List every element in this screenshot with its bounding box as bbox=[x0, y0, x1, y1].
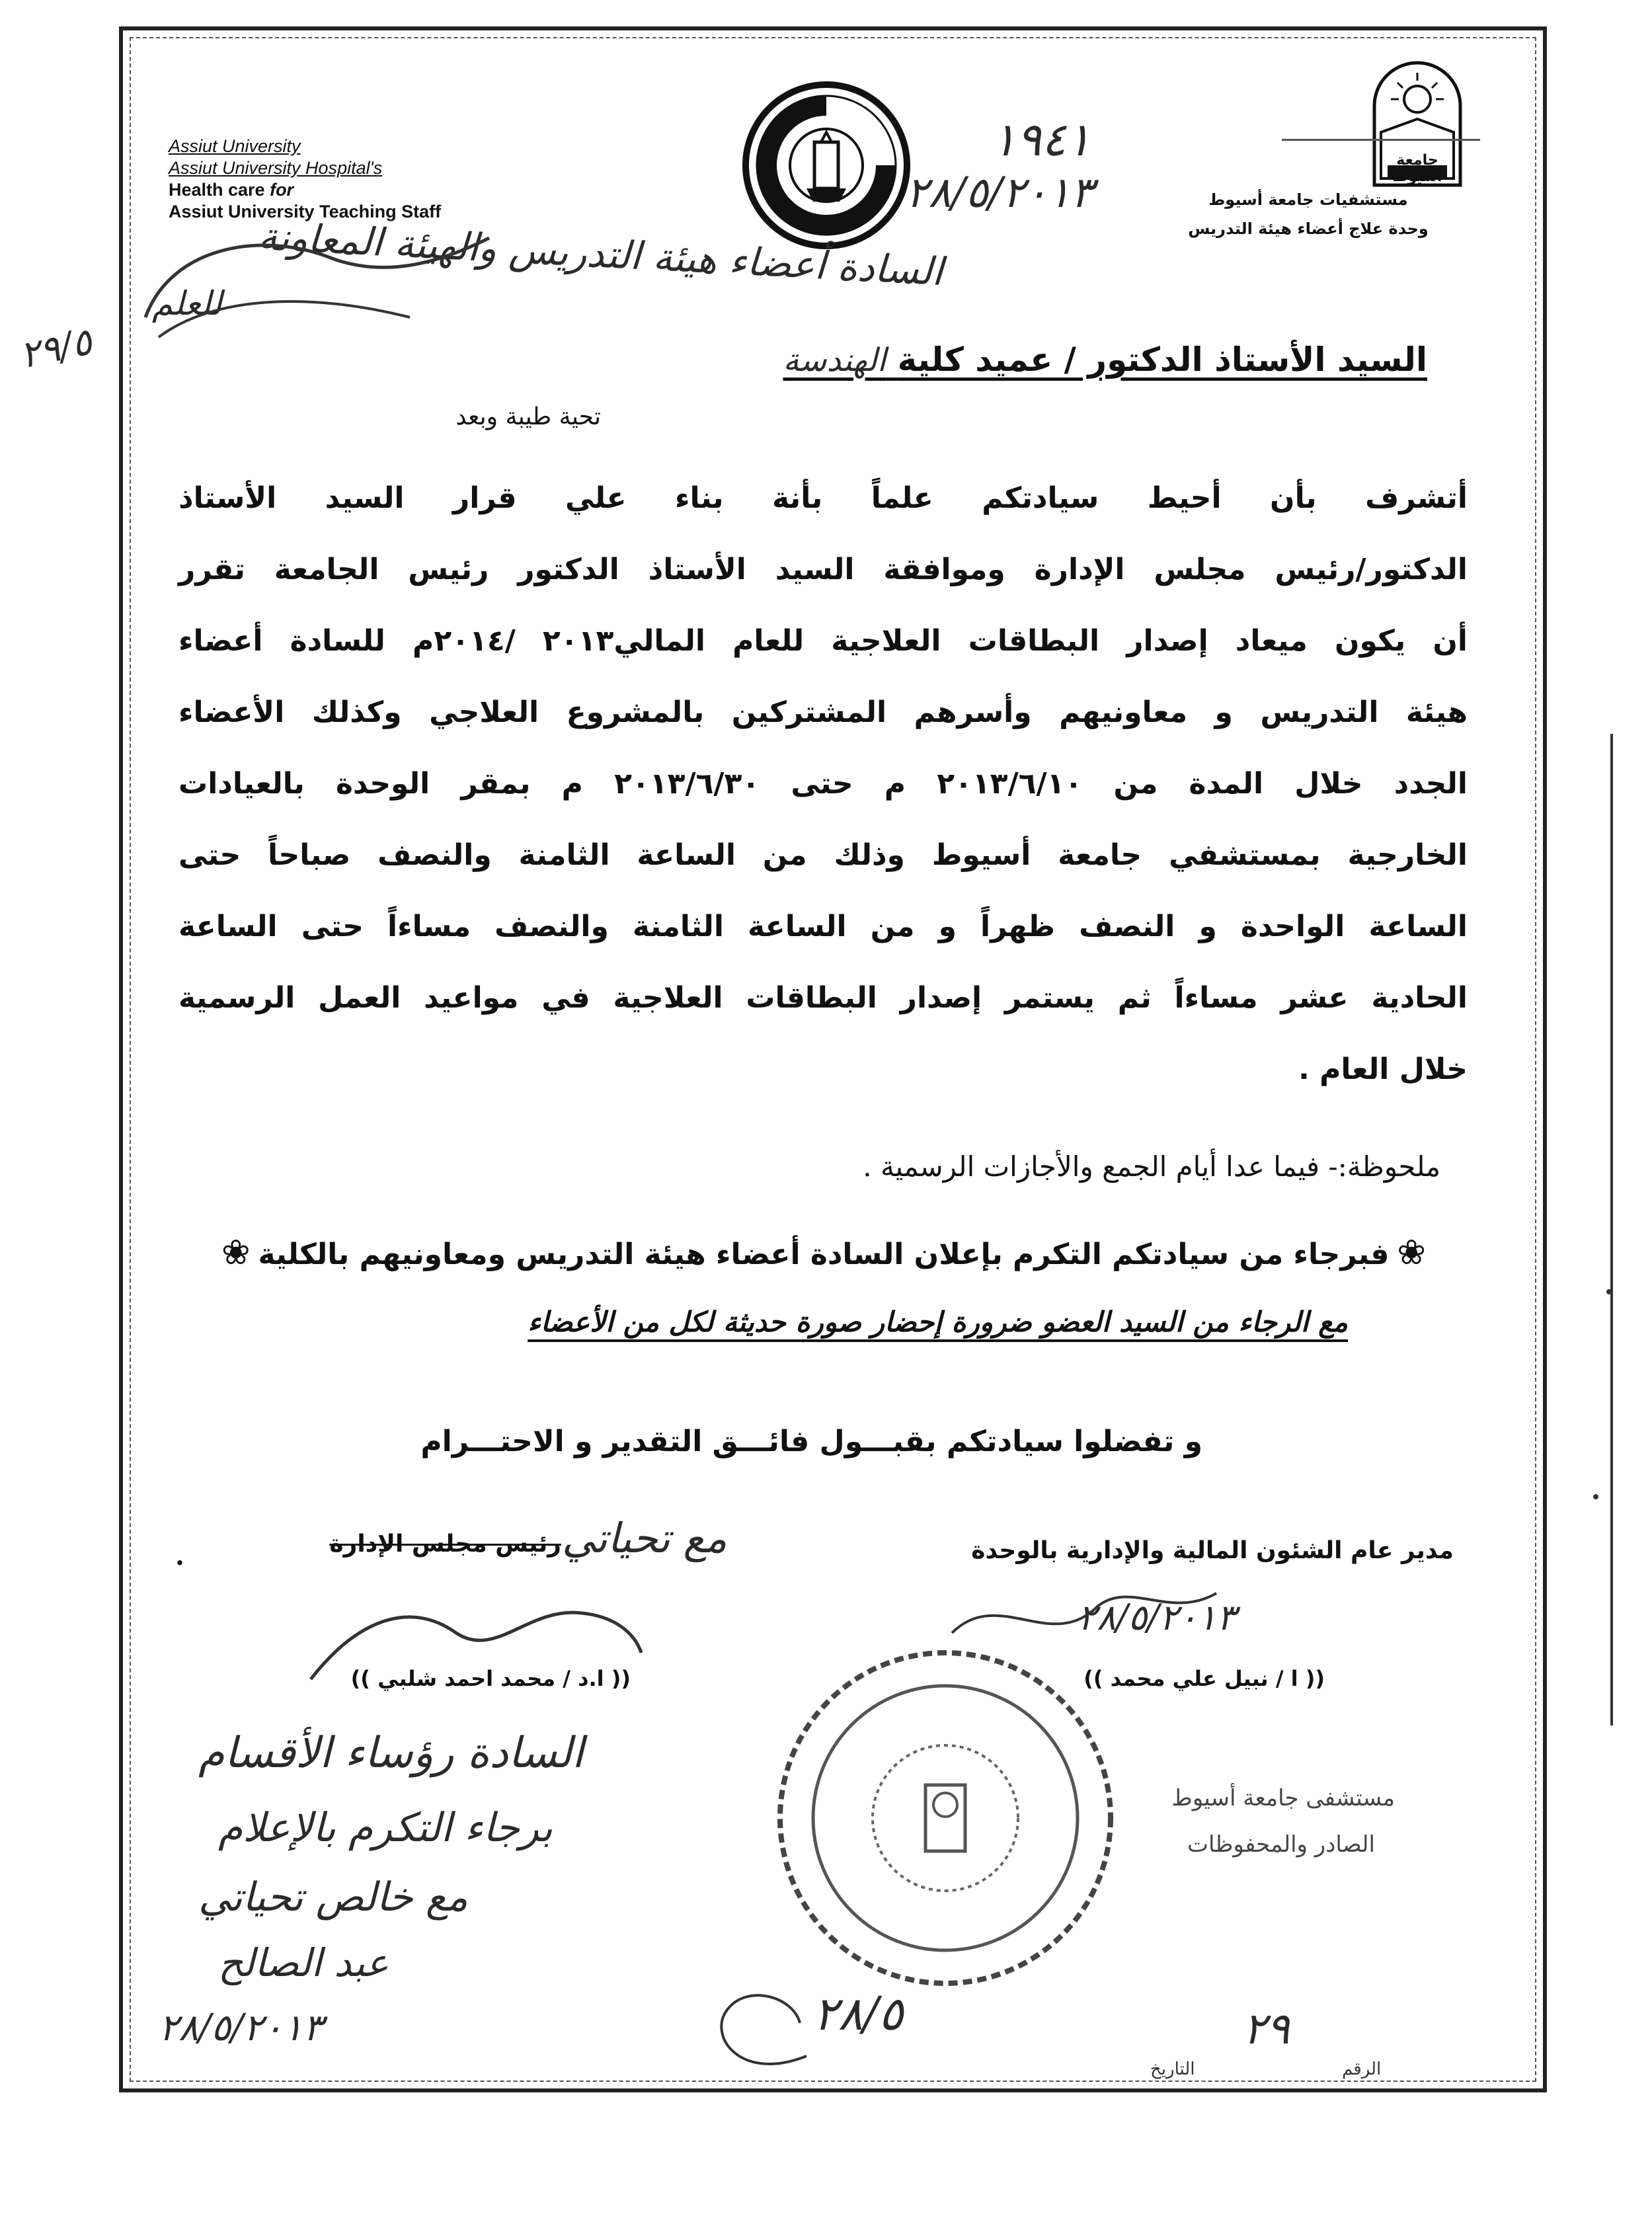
letterhead-line-2: Assiut University Hospital's bbox=[169, 158, 383, 178]
signature-left-name: (( ا.د / محمد احمد شلبي )) bbox=[350, 1666, 631, 1691]
handwritten-bottom-line-5: ٢٨/٥/٢٠١٣ bbox=[159, 2006, 323, 2049]
closing-line: و تفضلوا سيادتكم بقبـــول فائـــق التقدير و الاحتـــرام bbox=[420, 1425, 1202, 1458]
request-line bbox=[214, 1233, 1434, 1273]
ornament-icon: ❀ bbox=[221, 1233, 251, 1273]
handwritten-bottom-line-2: برجاء التكرم بالإعلام bbox=[218, 1805, 553, 1851]
greeting: تحية طيبة وبعد bbox=[455, 403, 601, 430]
handwritten-bottom-center-date: ٢٨/٥ bbox=[813, 1987, 904, 2041]
addressee bbox=[783, 340, 1427, 379]
body-line-3: أن يكون ميعاد إصدار البطاقات العلاجية للعام المالي٢٠١٣ /٢٠١٤م للسادة أعضاء bbox=[178, 624, 1468, 658]
footer-ref-label: الرقم bbox=[1342, 2059, 1382, 2079]
arabic-letterhead-line-1: مستشفيات جامعة أسيوط bbox=[1208, 190, 1408, 209]
body-line-4: هيئة التدريس و معاونيهم وأسرهم المشتركين بالمشروع العلاجي وكذلك الأعضاء bbox=[178, 695, 1468, 729]
body-line-6: الخارجية بمستشفي جامعة أسيوط وذلك من الساعة الثامنة والنصف صباحاً حتى bbox=[178, 838, 1468, 872]
handwritten-scribble bbox=[132, 218, 502, 357]
handwritten-loop bbox=[701, 1977, 820, 2076]
english-letterhead bbox=[169, 136, 578, 223]
letterhead-line-1: Assiut University bbox=[169, 136, 301, 156]
body-line-8: الحادية عشر مساءاً ثم يستمر إصدار البطاقات العلاجية في مواعيد العمل الرسمية bbox=[178, 981, 1468, 1015]
letterhead-line-4: Assiut University Teaching Staff bbox=[169, 202, 442, 221]
handwritten-bottom-line-4: عبد الصالح bbox=[218, 1940, 389, 1985]
handwritten-sign-middle: مع تحياتي bbox=[562, 1514, 727, 1562]
body-line-2: الدكتور/رئيس مجلس الإدارة وموافقة السيد الأستاذ الدكتور رئيس الجامعة تقرر bbox=[178, 553, 1468, 586]
addressee-title: السيد الأستاذ الدكتور / عميد كلية bbox=[897, 340, 1427, 379]
letterhead-line-3 bbox=[169, 179, 578, 201]
letterhead-line-3-italic: for bbox=[270, 180, 294, 200]
scan-dot bbox=[1606, 1289, 1612, 1294]
office-stamp-line-1: مستشفى جامعة أسيوط bbox=[1171, 1785, 1395, 1811]
scan-edge-line bbox=[1610, 734, 1613, 1725]
ornament-icon: ❀ bbox=[1397, 1233, 1426, 1273]
signature-right-name: (( ا / نبيل علي محمد )) bbox=[1083, 1666, 1325, 1691]
logo-univ-text: جامعة أسيوط bbox=[1392, 152, 1442, 185]
signature-right-title: مدير عام الشئون المالية والإدارية بالوحدة bbox=[971, 1537, 1454, 1564]
arabic-letterhead-line-2: وحدة علاج أعضاء هيئة التدريس bbox=[1188, 219, 1429, 238]
handwritten-chairman-signature bbox=[304, 1580, 648, 1692]
letterhead-line-3-bold: Health care bbox=[169, 180, 270, 200]
handwritten-bottom-line-3: مع خالص تحياتي bbox=[198, 1874, 468, 1921]
body-line-5: الجدد خلال المدة من ٢٠١٣/٦/١٠ م حتى ٢٠١٣/٦/٣٠ م بمقر الوحدة بالعيادات bbox=[178, 767, 1468, 801]
bullet-mark: . bbox=[175, 1540, 184, 1571]
letter-body bbox=[178, 463, 1468, 1105]
request-text: فبرجاء من سيادتكم التكرم بإعلان السادة أعضاء هيئة التدريس ومعاونيهم بالكلية bbox=[258, 1238, 1390, 1271]
footer-date-label: التاريخ bbox=[1150, 2059, 1195, 2079]
office-stamp-line-2: الصادر والمحفوظات bbox=[1187, 1831, 1375, 1858]
handwritten-bottom-right: ٢٩ bbox=[1243, 2003, 1290, 2054]
scan-dot bbox=[1593, 1494, 1598, 1499]
handwritten-bottom-line-1: السادة رؤساء الأقسام bbox=[198, 1729, 584, 1778]
handwritten-left-date: ٢٩/٥ bbox=[16, 320, 96, 377]
handwritten-incoming-number: ١٩٤١ bbox=[992, 112, 1091, 167]
header-dashed-line bbox=[1282, 139, 1480, 141]
note: ملحوظة:- فيما عدا أيام الجمع والأجازات الرسمية . bbox=[863, 1150, 1440, 1183]
handwritten-margin-note: السادة أعضاء هيئة التدريس والهيئة المعاونة bbox=[256, 213, 944, 295]
office-stamp-box bbox=[1005, 1778, 1415, 1917]
signature-left-title: رئيس مجلس الإدارة bbox=[329, 1530, 561, 1558]
handwritten-addressee-dept: الهندسة bbox=[783, 342, 886, 379]
body-line-7: الساعة الواحدة و النصف ظهراً و من الساعة الثامنة والنصف مساءاً حتى الساعة bbox=[178, 910, 1468, 943]
arabic-letterhead bbox=[1136, 185, 1480, 243]
photo-requirement-note: مع الرجاء من السيد العضو ضرورة إحضار صورة حديثة لكل من الأعضاء bbox=[528, 1306, 1348, 1338]
body-line-9: خلال العام . bbox=[1298, 1052, 1468, 1086]
handwritten-manager-date: ٢٨/٥/٢٠١٣ bbox=[1078, 1597, 1236, 1638]
handwritten-incoming-date: ٢٨/٥/٢٠١٣ bbox=[906, 169, 1093, 218]
body-line-1: أتشرف بأن أحيط سيادتكم علماً بأنة بناء علي قرار السيد الأستاذ bbox=[178, 481, 1468, 515]
handwritten-margin-note-2: للعلم bbox=[152, 284, 222, 323]
hospital-seal-logo bbox=[740, 79, 912, 251]
